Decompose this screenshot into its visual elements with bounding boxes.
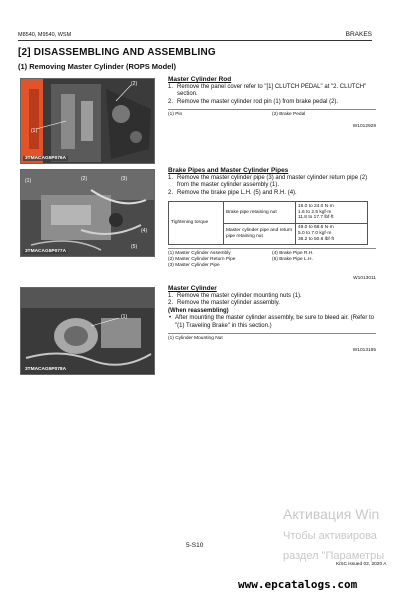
photo-brake-pipes — [20, 169, 155, 257]
step-text: Remove the master cylinder mounting nuts (1). — [177, 293, 302, 299]
block-master-cylinder — [168, 285, 376, 353]
photo-3-label: 3TMACAG5P078A — [25, 367, 67, 372]
legend-item: (1) Pin — [168, 112, 183, 118]
torque-nm: 49.0 to 68.6 N·m — [298, 225, 334, 231]
block-3-code: W1013165 — [352, 348, 376, 354]
photo-2-callout-2: (2) — [81, 176, 88, 182]
step-text: Remove the panel cover refer to "[1] CLUTCH PEDAL" at "2. CLUTCH" section. — [177, 84, 367, 98]
header-section: BRAKES — [345, 31, 372, 38]
photo-1-callout-2: (2) — [131, 81, 138, 87]
photo-master-cylinder-rod — [20, 78, 155, 164]
photo-3-callout-1: (1) — [121, 314, 128, 320]
reassembly-note-text: After mounting the master cylinder assembly, be sure to bleed air. (Refer to "(1) Traveling Brake" in this section.) — [175, 315, 374, 329]
block-1-step — [168, 84, 376, 99]
block-3-legend — [168, 336, 376, 342]
page-number: 5-S10 — [186, 542, 204, 549]
legend-item: (3) Master Cylinder Pipe — [168, 263, 220, 269]
divider — [168, 333, 376, 334]
block-1-step — [168, 99, 376, 106]
step-number: 2. — [168, 98, 174, 105]
block-1-legend — [168, 112, 376, 118]
torque-label: Tightening torque — [169, 202, 224, 245]
step-number: 1. — [168, 293, 174, 299]
photo-2-callout-3: (3) — [121, 176, 128, 182]
photo-3-image — [21, 288, 155, 375]
legend-item: (1) Master Cylinder Assembly — [168, 251, 231, 256]
photo-2-image — [21, 170, 155, 257]
issue-note: KiSC issued 02, 2020 A — [336, 562, 387, 567]
step-text: Remove the master cylinder pipe (3) and master cylinder return pipe (2) from the master cylinder assembly (1). — [177, 175, 368, 189]
step-number: 2. — [168, 189, 174, 196]
block-1-code: W1012929 — [352, 124, 376, 130]
torque-item: Master cylinder pipe and return pipe retaining nut — [224, 223, 296, 244]
legend-item: (5) Brake Pipe L.H. — [272, 257, 313, 263]
step-number: 1. — [168, 84, 174, 90]
block-2-code: W1013011 — [353, 275, 376, 281]
photo-2-callout-1: (1) — [25, 178, 32, 184]
block-master-cylinder-rod — [168, 76, 376, 129]
photo-2-callout-5: (5) — [131, 244, 138, 250]
legend-item: (2) Master Cylinder Return Pipe — [168, 257, 236, 263]
legend-item: (4) Brake Pipe R.H. — [272, 251, 314, 256]
torque-kgfm: 1.6 to 2.5 kgf·m — [298, 209, 332, 215]
photo-1-image — [21, 79, 155, 164]
torque-item: Brake pipe retaining nut — [224, 202, 296, 223]
block-3-title: Master Cylinder — [168, 285, 217, 292]
torque-kgfm: 5.0 to 7.0 kgf·m — [298, 230, 332, 236]
torque-values — [296, 202, 368, 223]
step-number: 2. — [168, 300, 174, 307]
activation-watermark-line-1: Активация Win — [283, 506, 380, 522]
torque-lbfft: 36.2 to 50.6 lbf·ft — [298, 236, 335, 242]
header-models: M8540, M9540, WSM — [18, 32, 72, 38]
torque-table — [168, 201, 368, 245]
when-reassembling: (When reassembling) — [168, 307, 229, 314]
block-1-title: Master Cylinder Rod — [168, 76, 232, 83]
photo-1-callout-1: (1) — [31, 128, 38, 134]
block-brake-pipes — [168, 167, 376, 281]
step-number: 1. — [168, 175, 174, 181]
subsection-title: (1) Removing Master Cylinder (ROPS Model) — [18, 62, 176, 71]
section-title: [2] DISASSEMBLING AND ASSEMBLING — [18, 47, 216, 58]
torque-lbfft: 11.8 to 17.7 lbf·ft — [298, 215, 334, 221]
block-2-legend — [168, 251, 376, 270]
site-link[interactable]: www.epcatalogs.com — [238, 578, 358, 591]
activation-watermark-line-2: Чтобы активирова — [283, 530, 377, 542]
activation-watermark-line-3: раздел "Параметры — [283, 550, 385, 562]
step-text: Remove the brake pipe L.H. (5) and R.H. (4). — [177, 189, 297, 196]
divider — [168, 248, 376, 249]
torque-values — [296, 223, 368, 244]
header-divider — [18, 40, 372, 41]
divider — [168, 109, 376, 110]
legend-item — [272, 263, 376, 269]
step-text: Remove the master cylinder rod pin (1) from brake pedal (2). — [177, 98, 339, 105]
legend-item: (2) Brake Pedal — [272, 112, 306, 118]
bullet-dot: • — [169, 315, 172, 322]
block-3-step — [168, 293, 376, 300]
reassembly-note — [168, 315, 376, 330]
photo-1-label: 3TMACAG5P076A — [25, 156, 67, 161]
photo-master-cylinder — [20, 287, 155, 375]
photo-2-callout-4: (4) — [141, 228, 148, 234]
block-2-step — [168, 175, 376, 190]
legend-item: (1) Cylinder Mounting Nut — [168, 336, 223, 342]
block-3-step — [168, 300, 376, 307]
torque-nm: 16.0 to 24.0 N·m — [298, 203, 334, 209]
block-2-title: Brake Pipes and Master Cylinder Pipes — [168, 167, 289, 174]
block-2-step — [168, 190, 376, 197]
photo-2-label: 3TMACAG5P077A — [25, 249, 67, 254]
step-text: Remove the master cylinder assembly. — [177, 300, 280, 307]
